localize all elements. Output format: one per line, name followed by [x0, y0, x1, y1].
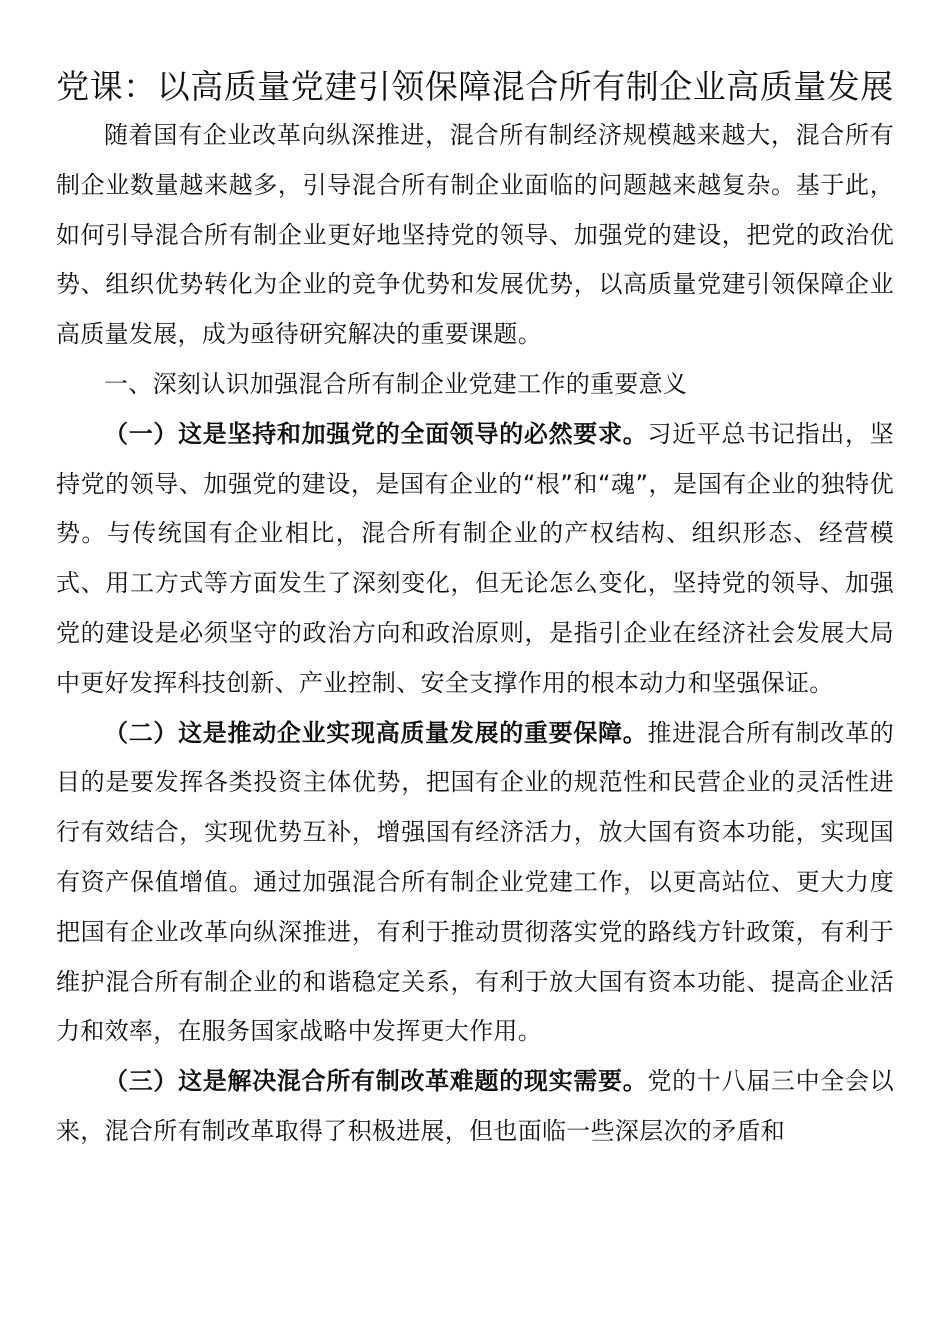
point-paragraph-2: [56, 709, 894, 1058]
point-paragraph-1: [56, 410, 894, 709]
point-body-1: 习近平总书记指出，坚持党的领导、加强党的建设，是国有企业的“根”和“魂”，是国有企业的独特优势。与传统国有企业相比，混合所有制企业的产权结构、组织形态、经营模式、用工方式等方面发生了深刻变化，但无论怎么变化，坚持党的领导、加强党的建设是必须坚守的政治方向和政治原则，是指引企业在经济社会发展大局中更好发挥科技创新、产业控制、安全支撑作用的根本动力和坚强保证。: [56, 419, 895, 697]
intro-paragraph: 随着国有企业改革向纵深推进，混合所有制经济规模越来越大，混合所有制企业数量越来越多，引导混合所有制企业面临的问题越来越复杂。基于此，如何引导混合所有制企业更好地坚持党的领导、加强党的建设，把党的政治优势、组织优势转化为企业的竞争优势和发展优势，以高质量党建引领保障企业高质量发展，成为亟待研究解决的重要课题。: [56, 121, 894, 349]
section-heading: 一、深刻认识加强混合所有制企业党建工作的重要意义: [104, 369, 688, 398]
point-paragraph-3: [56, 1057, 894, 1157]
point-body-2: 推进混合所有制改革的目的是要发挥各类投资主体优势，把国有企业的规范性和民营企业的灵活性进行有效结合，实现优势互补，增强国有经济活力，放大国有资本功能，实现国有资产保值增值。通过加强混合所有制企业党建工作，以更高站位、更大力度把国有企业改革向纵深推进，有利于推动贯彻落实党的路线方针政策，有利于维护混合所有制企业的和谐稳定关系，有利于放大国有资本功能、提高企业活力和效率，在服务国家战略中发挥更大作用。: [56, 718, 895, 1046]
document-page: [56, 62, 894, 1157]
point-body-3: 党的十八届三中全会以来，混合所有制改革取得了积极进展，但也面临一些深层次的矛盾和: [56, 1067, 895, 1145]
point-lead-2: （二）这是推动企业实现高质量发展的重要保障。: [104, 718, 648, 747]
point-lead-1: （一）这是坚持和加强党的全面领导的必然要求。: [104, 419, 648, 448]
document-title: 党课：以高质量党建引领保障混合所有制企业高质量发展: [56, 67, 894, 106]
point-lead-3: （三）这是解决混合所有制改革难题的现实需要。: [104, 1067, 648, 1096]
